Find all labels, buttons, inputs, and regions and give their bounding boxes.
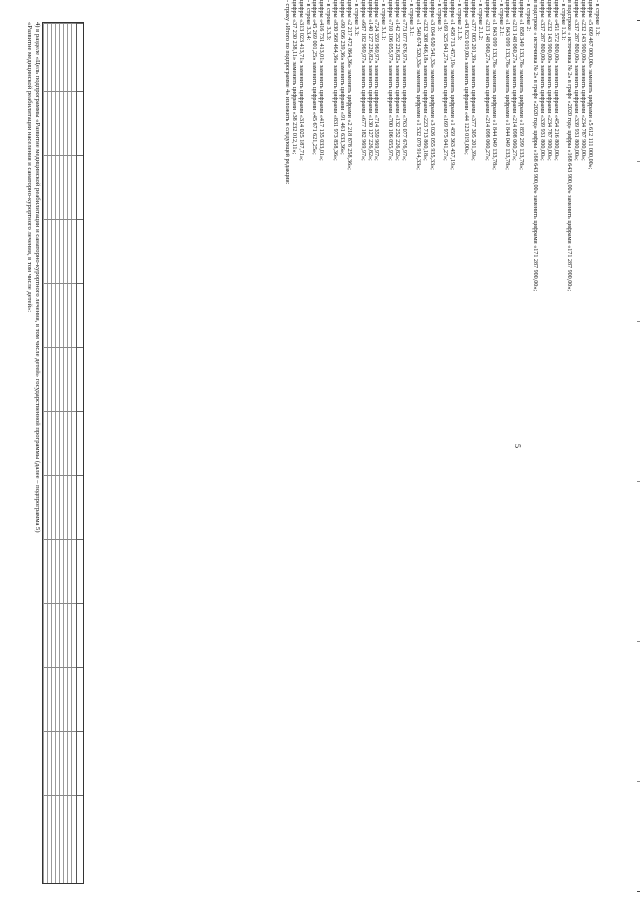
amendment-line: - в строке 3.3: [352, 0, 359, 36]
table-cell [56, 603, 60, 669]
amendment-line: цифры «1 858 349 133,78» заменить цифрами «1 859 299 133,78»; [518, 0, 525, 170]
amendment-line: - в строке 3.1: [407, 0, 414, 36]
table-header-cell [77, 23, 83, 93]
table-cell [44, 347, 48, 413]
table-cell [60, 23, 64, 93]
table-cell [56, 23, 60, 93]
table-cell [44, 795, 48, 884]
table-cell [52, 347, 56, 413]
table-cell [56, 411, 60, 477]
table-cell [68, 475, 72, 541]
page-number: 5 [513, 444, 522, 448]
table-cell [48, 795, 52, 884]
table-cell [52, 23, 56, 93]
amendment-line: цифры «142 252 226,82» заменить цифрами «132 252 226,82»; [394, 0, 401, 161]
section-paragraph [26, 22, 41, 582]
table-cell [72, 667, 76, 733]
amendment-line: цифры «140 127 226,82» заменить цифрами «130 127 226,82»; [366, 0, 373, 161]
amendment-line: цифры «232 143 900,00» заменить цифрами «234 787 900,00»; [545, 0, 552, 161]
table-cell [64, 795, 68, 884]
amendment-line: цифры «37 230 238,11» заменить цифрами «38 232 012,11»; [290, 0, 297, 155]
table-cell [44, 155, 48, 221]
table-cell [48, 475, 52, 541]
amendment-line: - в строке 3.3.3: [325, 0, 332, 41]
table-cell [48, 731, 52, 797]
table-cell [48, 603, 52, 669]
amendment-line: цифры «169 325 041,27» заменить цифрами «169 975 041,27»; [442, 0, 449, 161]
table-cell [68, 795, 72, 884]
table-header-cell [77, 347, 83, 413]
amendment-line: цифры «377 005 201,39» заменить цифрами «377 305 201,39»; [469, 0, 476, 161]
table-cell [60, 411, 64, 477]
table-cell [72, 539, 76, 605]
table-cell [72, 219, 76, 285]
table-cell [72, 347, 76, 413]
paragraph-line: «Развитие медицинской реабилитации населения и санаторно-курортного лечения, в том числе детей»: [26, 22, 34, 313]
table-cell [48, 347, 52, 413]
table-cell [48, 219, 52, 285]
table-header-cell [77, 603, 83, 669]
table-cell [44, 283, 48, 349]
table-cell [60, 731, 64, 797]
table-cell [64, 91, 68, 157]
table-cell [64, 731, 68, 797]
amendment-line: цифры «724 359 969,97» заменить цифрами «714 359 969,97»; [373, 0, 380, 161]
table-cell [64, 603, 68, 669]
table-cell [64, 283, 68, 349]
table-cell [72, 795, 76, 884]
table-cell [48, 91, 52, 157]
table-cell [44, 539, 48, 605]
table-cell [52, 219, 56, 285]
amendment-line: цифры «710 106 055,97» заменить цифрами «700 106 055,97»; [387, 0, 394, 161]
amendment-line: цифры «1 540 674 520,33» заменить цифрами «1 532 079 914,33»; [414, 0, 421, 170]
table-cell [48, 23, 52, 93]
table-header-cell [77, 411, 83, 477]
table-cell [72, 155, 76, 221]
table-cell [48, 411, 52, 477]
amendment-line: - строку «Итого по подпрограмме 4» изложить в следующей редакции: [283, 0, 290, 185]
table-cell [52, 475, 56, 541]
table-cell [56, 283, 60, 349]
table-cell [60, 155, 64, 221]
table-cell [48, 539, 52, 605]
table-cell [52, 539, 56, 605]
table-cell [68, 155, 72, 221]
amendment-line: цифры «687 182 969,97» заменить цифрами «677 182 969,97»; [359, 0, 366, 161]
paragraph-line: 4) в разделе «Цель подпрограммы «Развитие медицинской реабилитации и санаторно-курортного лечения, в том числе детей» государственной программы (далее – подпрограмма 5) [34, 22, 41, 533]
amendment-line: - в строке 2.1.3: [456, 0, 463, 41]
table-cell [52, 667, 56, 733]
table-cell [44, 23, 48, 93]
subprogram-total-table [42, 22, 84, 884]
amendment-line: цифры «232 143 900,00» заменить цифрами «234 787 900,00»; [580, 0, 587, 161]
table-cell [56, 475, 60, 541]
table-cell [44, 91, 48, 157]
amendment-line: цифры «451 572 800,00» заменить цифрами «454 216 800,00»; [552, 0, 559, 161]
table-cell [64, 23, 68, 93]
table-cell [44, 603, 48, 669]
amendment-line: цифры «1 843 099 133,78» заменить цифрами «1 844 049 133,78»; [504, 0, 511, 170]
amendment-line: - в строке 2.1: [497, 0, 504, 36]
table-cell [64, 411, 68, 477]
table-cell [64, 155, 68, 221]
table-cell [52, 795, 56, 884]
table-header-cell [77, 91, 83, 157]
table-cell [52, 91, 56, 157]
table-cell [64, 667, 68, 733]
amendment-line: в подстроке « источника № 2» в графе «2020 год» цифры «168 643 900,00» заменить цифрами «171 287 900,00»; [531, 0, 538, 292]
amendment-line: цифры «416 731 413,01» заменить цифрами «417 135 033,01»; [318, 0, 325, 161]
table-cell [72, 731, 76, 797]
table-cell [64, 539, 68, 605]
table-cell [52, 731, 56, 797]
amendment-line: - в строке 1.3.1: [559, 0, 566, 41]
table-cell [64, 475, 68, 541]
table-header-cell [77, 667, 83, 733]
table-cell [60, 667, 64, 733]
table-cell [72, 603, 76, 669]
table-cell [68, 667, 72, 733]
table-cell [56, 155, 60, 221]
table-cell [44, 731, 48, 797]
table-cell [56, 91, 60, 157]
amendment-line: в подстроке « источника № 2» в графе «2020 год» цифры «168 643 900,00» заменить цифрами «171 287 900,00»; [566, 0, 573, 292]
table-cell [48, 155, 52, 221]
amendment-line: цифры «313 023 413,71» заменить цифрами «314 025 187,71»; [297, 0, 304, 161]
amendment-line: цифры «337 287 800,00» заменить цифрами «339 931 800,00»; [538, 0, 545, 161]
table-cell [56, 731, 60, 797]
table-cell [60, 475, 64, 541]
table-cell [60, 795, 64, 884]
table-cell [60, 219, 64, 285]
table-header-cell [77, 219, 83, 285]
amendment-line: - в строке 1.3: [594, 0, 600, 36]
amendment-line: цифры «5 609 467 000,00» заменить цифрами «5 612 111 000,00»; [587, 0, 594, 170]
amendment-list [283, 0, 600, 440]
table-cell [72, 411, 76, 477]
table-cell [64, 347, 68, 413]
amendment-line: цифры «1 458 713 457,19» заменить цифрами «1 459 363 457,19»; [449, 0, 456, 170]
table-cell [44, 667, 48, 733]
table-cell [56, 539, 60, 605]
amendment-line: цифры «43 823 019,00» заменить цифрами «44 123 019,00»; [463, 0, 470, 155]
table-cell [68, 219, 72, 285]
amendment-line: цифры «337 287 800,00» заменить цифрами «339 931 800,00»; [573, 0, 580, 161]
table-cell [68, 91, 72, 157]
table-cell [48, 283, 52, 349]
table-row [43, 23, 48, 883]
table-header-cell [77, 155, 83, 221]
table-cell [44, 411, 48, 477]
table-cell [56, 347, 60, 413]
table-cell [68, 283, 72, 349]
amendment-line: - в строке 2.1.2: [476, 0, 483, 41]
table-cell [68, 347, 72, 413]
table-header-cell [77, 475, 83, 541]
table-cell [52, 283, 56, 349]
amendment-line: цифры «90 056 239,36» заменить цифрами «91 461 633,36»; [339, 0, 346, 155]
table-cell [68, 731, 72, 797]
table-cell [60, 347, 64, 413]
table-header-cell [77, 283, 83, 349]
amendment-line: цифры «3 034 650 541,33» заменить цифрами «3 026 055 935,33»; [428, 0, 435, 170]
table-cell [60, 539, 64, 605]
table-cell [64, 219, 68, 285]
amendment-line: цифры «773 077 676,97» заменить цифрами «763 077 676,97»; [401, 0, 408, 161]
amendment-line: - в строке 3.1.1: [380, 0, 387, 41]
amendment-line: цифры «1 843 099 133,78» заменить цифрами «1 844 049 133,78»; [490, 0, 497, 170]
table-cell [44, 219, 48, 285]
table-cell [72, 475, 76, 541]
table-cell [60, 91, 64, 157]
amendment-line: - в строке 3: [435, 0, 442, 32]
amendment-line: цифры «213 148 060,27» заменить цифрами «214 098 060,27»; [483, 0, 490, 161]
table-cell [72, 91, 76, 157]
table-cell [56, 795, 60, 884]
table-cell [72, 23, 76, 93]
table-cell [60, 603, 64, 669]
table-header-cell [77, 539, 83, 605]
table-cell [56, 219, 60, 285]
table-cell [52, 155, 56, 221]
table-cell [68, 603, 72, 669]
amendment-line: цифры «2 217 472 864,36» заменить цифрами «2 218 878 258,36»; [345, 0, 352, 170]
table-cell [60, 283, 64, 349]
table-cell [68, 539, 72, 605]
table-header-cell [77, 795, 83, 884]
table-cell [68, 411, 72, 477]
table-cell [52, 411, 56, 477]
table-cell [72, 283, 76, 349]
table-header [76, 23, 83, 883]
table-header-cell [77, 731, 83, 797]
amendment-line: цифры «830 568 464,36» заменить цифрами «831 973 858,36»; [332, 0, 339, 161]
amendment-line: - в строке 2: [525, 0, 532, 32]
amendment-line: - в строке 3.3.4: [304, 0, 311, 41]
amendment-line: цифры «232 308 466,18» заменить цифрами «223 713 860,18»; [421, 0, 428, 161]
amendment-line: цифры «45 269 001,25» заменить цифрами «45 671 621,25»; [311, 0, 318, 155]
table-cell [48, 667, 52, 733]
table-cell [52, 603, 56, 669]
table-cell [56, 667, 60, 733]
table-cell [68, 23, 72, 93]
table-cell [44, 475, 48, 541]
amendment-line: цифры «213 148 060,27» заменить цифрами «214 098 060,27»; [511, 0, 518, 161]
